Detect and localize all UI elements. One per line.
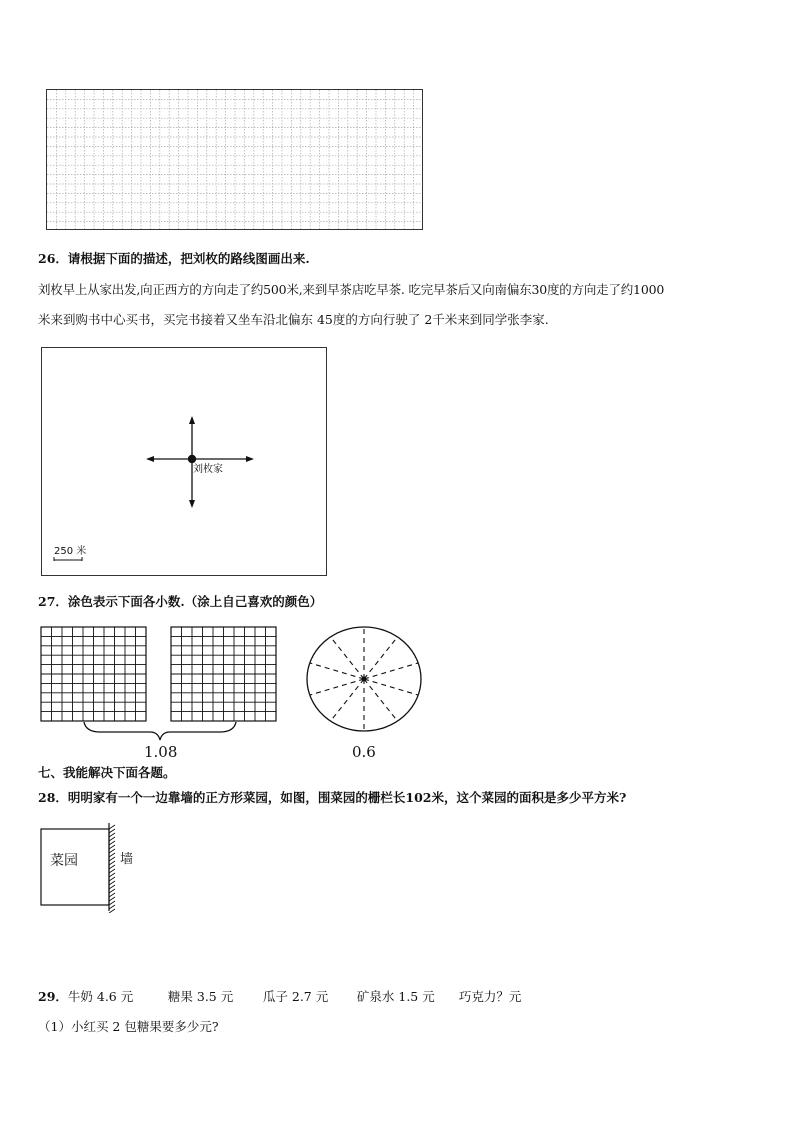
ten-part-circle — [305, 625, 423, 735]
north-arrow-icon — [189, 416, 195, 424]
south-arrow-icon — [189, 500, 195, 508]
q29-sub1: （1）小红买 2 包糖果要多少元? — [38, 1019, 219, 1034]
q29-number: 29． — [38, 989, 68, 1004]
dotted-grid — [47, 90, 422, 229]
dotted-grid-box — [46, 89, 423, 230]
price-melon-seeds: 瓜子 2.7 元 — [262, 989, 329, 1004]
price-mineral-water: 矿泉水 1.5 元 — [356, 989, 435, 1004]
q26-line2: 米来到购书中心买书，买完书接着又坐车沿北偏东 45度的方向行驶了 2千米来到同学张李家. — [38, 312, 549, 327]
q26-line1: 刘枚早上从家出发,向正西方的方向走了约500米,来到早茶店吃早茶. 吃完早茶后又向南偏东30度的方向走了约1000 — [38, 282, 665, 297]
garden-label: 菜园 — [50, 853, 78, 869]
wall-hatching — [109, 825, 115, 913]
q28-title: 28．明明家有一个一边靠墙的正方形菜园，如图，围菜园的栅栏长102米，这个菜园的面积是多少平方米? — [38, 790, 627, 805]
west-arrow-icon — [146, 456, 154, 462]
home-label: 刘枚家 — [193, 464, 223, 475]
route-map — [42, 348, 325, 574]
hundred-grid-left — [40, 626, 147, 722]
q27-title: 27．涂色表示下面各小数.（涂上自己喜欢的颜色） — [38, 594, 323, 609]
q29-price-line — [38, 989, 521, 1005]
decimal-label-circle: 0.6 — [352, 743, 376, 761]
garden-diagram — [40, 823, 140, 913]
price-candy: 糖果 3.5 元 — [167, 989, 234, 1004]
wall-label: 墙 — [120, 852, 134, 867]
brace — [82, 720, 238, 742]
hundred-grid-right — [170, 626, 277, 722]
section-7-title: 七、我能解决下面各题。 — [38, 765, 176, 780]
decimal-label-grids: 1.08 — [144, 743, 178, 761]
east-arrow-icon — [246, 456, 254, 462]
price-chocolate: 巧克力？元 — [458, 989, 522, 1004]
q26-title: 26．请根据下面的描述，把刘枚的路线图画出来. — [38, 251, 310, 266]
route-map-frame — [41, 347, 327, 576]
scale-label: 250 米 — [54, 546, 87, 557]
price-milk: 牛奶 4.6 元 — [67, 989, 134, 1004]
